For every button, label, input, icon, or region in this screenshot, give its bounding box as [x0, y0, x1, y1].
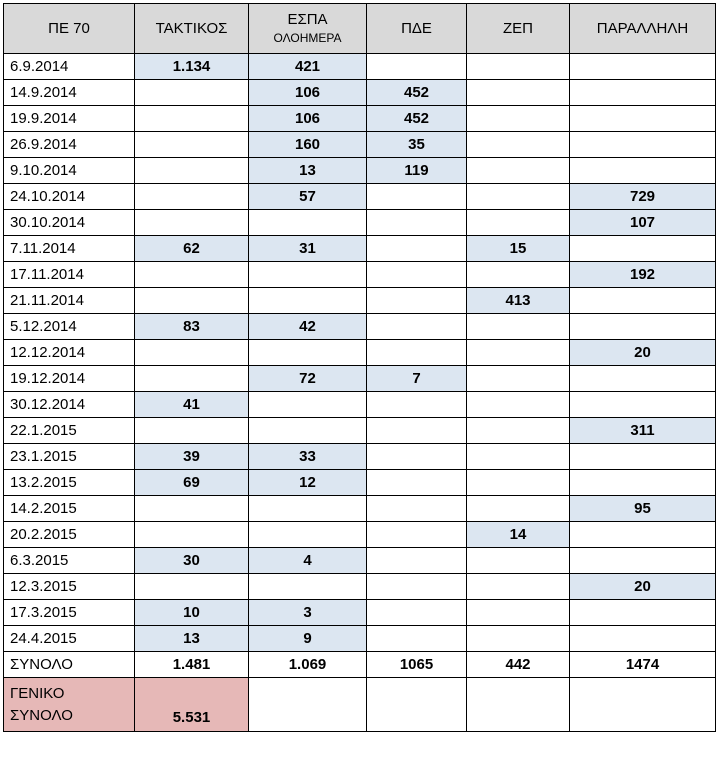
cell-parallili	[570, 54, 716, 80]
cell-parallili	[570, 522, 716, 548]
cell-zep	[467, 366, 570, 392]
cell-parallili	[570, 600, 716, 626]
cell-pde	[367, 574, 467, 600]
cell-parallili	[570, 392, 716, 418]
cell-zep	[467, 470, 570, 496]
cell-pde	[367, 548, 467, 574]
cell-zep	[467, 314, 570, 340]
grand-total-label-line2: ΣΥΝΟΛΟ	[10, 706, 73, 724]
row-date: 24.10.2014	[4, 184, 135, 210]
cell-espa: 42	[249, 314, 367, 340]
cell-espa: 12	[249, 470, 367, 496]
total-espa: 1.069	[249, 652, 367, 678]
cell-zep	[467, 574, 570, 600]
cell-pde: 35	[367, 132, 467, 158]
cell-espa	[249, 262, 367, 288]
cell-parallili: 192	[570, 262, 716, 288]
cell-zep	[467, 184, 570, 210]
table-row	[4, 522, 716, 548]
cell-espa	[249, 210, 367, 236]
cell-zep	[467, 548, 570, 574]
header-espa-label: ΕΣΠΑ	[287, 10, 328, 28]
cell-pde	[367, 626, 467, 652]
cell-parallili	[570, 158, 716, 184]
table-row	[4, 132, 716, 158]
cell-parallili	[570, 288, 716, 314]
cell-taktikos	[135, 210, 249, 236]
cell-espa	[249, 392, 367, 418]
cell-taktikos	[135, 574, 249, 600]
row-date: 5.12.2014	[4, 314, 135, 340]
header-espa	[249, 4, 367, 54]
row-date: 20.2.2015	[4, 522, 135, 548]
row-date: 19.12.2014	[4, 366, 135, 392]
cell-parallili	[570, 106, 716, 132]
cell-pde	[367, 340, 467, 366]
cell-zep	[467, 418, 570, 444]
total-taktikos: 1.481	[135, 652, 249, 678]
row-date: 19.9.2014	[4, 106, 135, 132]
cell-zep	[467, 210, 570, 236]
cell-parallili: 20	[570, 340, 716, 366]
total-row	[4, 652, 716, 678]
grand-total-empty	[570, 678, 716, 732]
total-zep: 442	[467, 652, 570, 678]
row-date: 22.1.2015	[4, 418, 135, 444]
cell-taktikos	[135, 106, 249, 132]
cell-pde: 452	[367, 106, 467, 132]
table-row	[4, 392, 716, 418]
table-row	[4, 470, 716, 496]
grand-total-empty	[367, 678, 467, 732]
header-parallili: ΠΑΡΑΛΛΗΛΗ	[570, 4, 716, 54]
table-row	[4, 574, 716, 600]
cell-pde	[367, 314, 467, 340]
cell-taktikos	[135, 132, 249, 158]
grand-total-row	[4, 678, 716, 732]
row-date: 6.3.2015	[4, 548, 135, 574]
cell-parallili	[570, 132, 716, 158]
cell-taktikos	[135, 340, 249, 366]
cell-taktikos	[135, 496, 249, 522]
cell-taktikos	[135, 158, 249, 184]
cell-espa: 160	[249, 132, 367, 158]
allocation-table	[3, 3, 716, 732]
cell-zep	[467, 392, 570, 418]
cell-pde: 119	[367, 158, 467, 184]
cell-pde	[367, 522, 467, 548]
cell-espa: 72	[249, 366, 367, 392]
grand-total-empty	[467, 678, 570, 732]
cell-espa	[249, 288, 367, 314]
cell-pde	[367, 210, 467, 236]
cell-espa: 4	[249, 548, 367, 574]
cell-taktikos	[135, 366, 249, 392]
cell-taktikos: 39	[135, 444, 249, 470]
header-pde: ΠΔΕ	[367, 4, 467, 54]
cell-parallili: 311	[570, 418, 716, 444]
table-row	[4, 210, 716, 236]
cell-pde	[367, 418, 467, 444]
row-date: 30.12.2014	[4, 392, 135, 418]
cell-zep	[467, 600, 570, 626]
row-date: 14.9.2014	[4, 80, 135, 106]
cell-zep	[467, 158, 570, 184]
cell-espa	[249, 496, 367, 522]
cell-zep	[467, 132, 570, 158]
row-date: 14.2.2015	[4, 496, 135, 522]
cell-taktikos: 1.134	[135, 54, 249, 80]
cell-espa	[249, 522, 367, 548]
cell-pde: 452	[367, 80, 467, 106]
cell-parallili	[570, 366, 716, 392]
cell-taktikos	[135, 288, 249, 314]
table-row	[4, 366, 716, 392]
row-date: 24.4.2015	[4, 626, 135, 652]
cell-taktikos	[135, 522, 249, 548]
cell-zep: 413	[467, 288, 570, 314]
cell-parallili	[570, 80, 716, 106]
cell-zep	[467, 340, 570, 366]
cell-zep	[467, 80, 570, 106]
header-row	[4, 4, 716, 54]
grand-total-value: 5.531	[135, 678, 249, 732]
cell-pde	[367, 54, 467, 80]
cell-espa: 57	[249, 184, 367, 210]
cell-espa: 9	[249, 626, 367, 652]
table-row	[4, 184, 716, 210]
cell-espa	[249, 418, 367, 444]
cell-zep	[467, 626, 570, 652]
table-row	[4, 418, 716, 444]
header-pe70: ΠΕ 70	[4, 4, 135, 54]
table-row	[4, 158, 716, 184]
cell-espa: 3	[249, 600, 367, 626]
cell-pde	[367, 236, 467, 262]
cell-parallili	[570, 236, 716, 262]
cell-zep	[467, 262, 570, 288]
row-date: 23.1.2015	[4, 444, 135, 470]
total-pde: 1065	[367, 652, 467, 678]
cell-taktikos: 30	[135, 548, 249, 574]
cell-pde	[367, 600, 467, 626]
cell-pde: 7	[367, 366, 467, 392]
table-row	[4, 54, 716, 80]
row-date: 17.11.2014	[4, 262, 135, 288]
header-taktikos: ΤΑΚΤΙΚΟΣ	[135, 4, 249, 54]
cell-taktikos: 83	[135, 314, 249, 340]
header-zep: ΖΕΠ	[467, 4, 570, 54]
cell-zep	[467, 106, 570, 132]
cell-espa: 421	[249, 54, 367, 80]
cell-taktikos: 69	[135, 470, 249, 496]
grand-total-empty	[249, 678, 367, 732]
cell-espa: 106	[249, 106, 367, 132]
total-label: ΣΥΝΟΛΟ	[4, 652, 135, 678]
table-row	[4, 600, 716, 626]
row-date: 7.11.2014	[4, 236, 135, 262]
cell-pde	[367, 470, 467, 496]
cell-parallili: 729	[570, 184, 716, 210]
table-row	[4, 340, 716, 366]
cell-parallili	[570, 470, 716, 496]
cell-pde	[367, 262, 467, 288]
cell-taktikos	[135, 80, 249, 106]
cell-zep: 14	[467, 522, 570, 548]
cell-parallili: 107	[570, 210, 716, 236]
table-row	[4, 496, 716, 522]
cell-taktikos	[135, 418, 249, 444]
total-parallili: 1474	[570, 652, 716, 678]
row-date: 12.12.2014	[4, 340, 135, 366]
cell-taktikos: 62	[135, 236, 249, 262]
cell-zep	[467, 496, 570, 522]
cell-pde	[367, 184, 467, 210]
cell-pde	[367, 392, 467, 418]
table-row	[4, 262, 716, 288]
cell-zep	[467, 444, 570, 470]
row-date: 9.10.2014	[4, 158, 135, 184]
cell-parallili	[570, 548, 716, 574]
cell-pde	[367, 496, 467, 522]
row-date: 6.9.2014	[4, 54, 135, 80]
table-row	[4, 548, 716, 574]
cell-espa: 33	[249, 444, 367, 470]
table-row	[4, 80, 716, 106]
cell-zep	[467, 54, 570, 80]
grand-total-label-line1: ΓΕΝΙΚΟ	[10, 684, 65, 702]
cell-taktikos	[135, 184, 249, 210]
cell-taktikos: 13	[135, 626, 249, 652]
cell-espa: 106	[249, 80, 367, 106]
cell-espa: 31	[249, 236, 367, 262]
grand-total-label	[4, 678, 135, 732]
cell-parallili	[570, 314, 716, 340]
cell-parallili	[570, 626, 716, 652]
table-row	[4, 236, 716, 262]
row-date: 26.9.2014	[4, 132, 135, 158]
cell-espa: 13	[249, 158, 367, 184]
cell-zep: 15	[467, 236, 570, 262]
table-row	[4, 314, 716, 340]
table-row	[4, 106, 716, 132]
cell-taktikos	[135, 262, 249, 288]
cell-parallili	[570, 444, 716, 470]
row-date: 17.3.2015	[4, 600, 135, 626]
row-date: 21.11.2014	[4, 288, 135, 314]
cell-taktikos: 41	[135, 392, 249, 418]
table-row	[4, 626, 716, 652]
row-date: 13.2.2015	[4, 470, 135, 496]
cell-taktikos: 10	[135, 600, 249, 626]
cell-espa	[249, 574, 367, 600]
cell-pde	[367, 288, 467, 314]
table-row	[4, 444, 716, 470]
header-espa-sub: ΟΛΟΗΜΕΡΑ	[273, 30, 342, 45]
table-row	[4, 288, 716, 314]
cell-parallili: 20	[570, 574, 716, 600]
cell-pde	[367, 444, 467, 470]
row-date: 12.3.2015	[4, 574, 135, 600]
row-date: 30.10.2014	[4, 210, 135, 236]
cell-espa	[249, 340, 367, 366]
cell-parallili: 95	[570, 496, 716, 522]
